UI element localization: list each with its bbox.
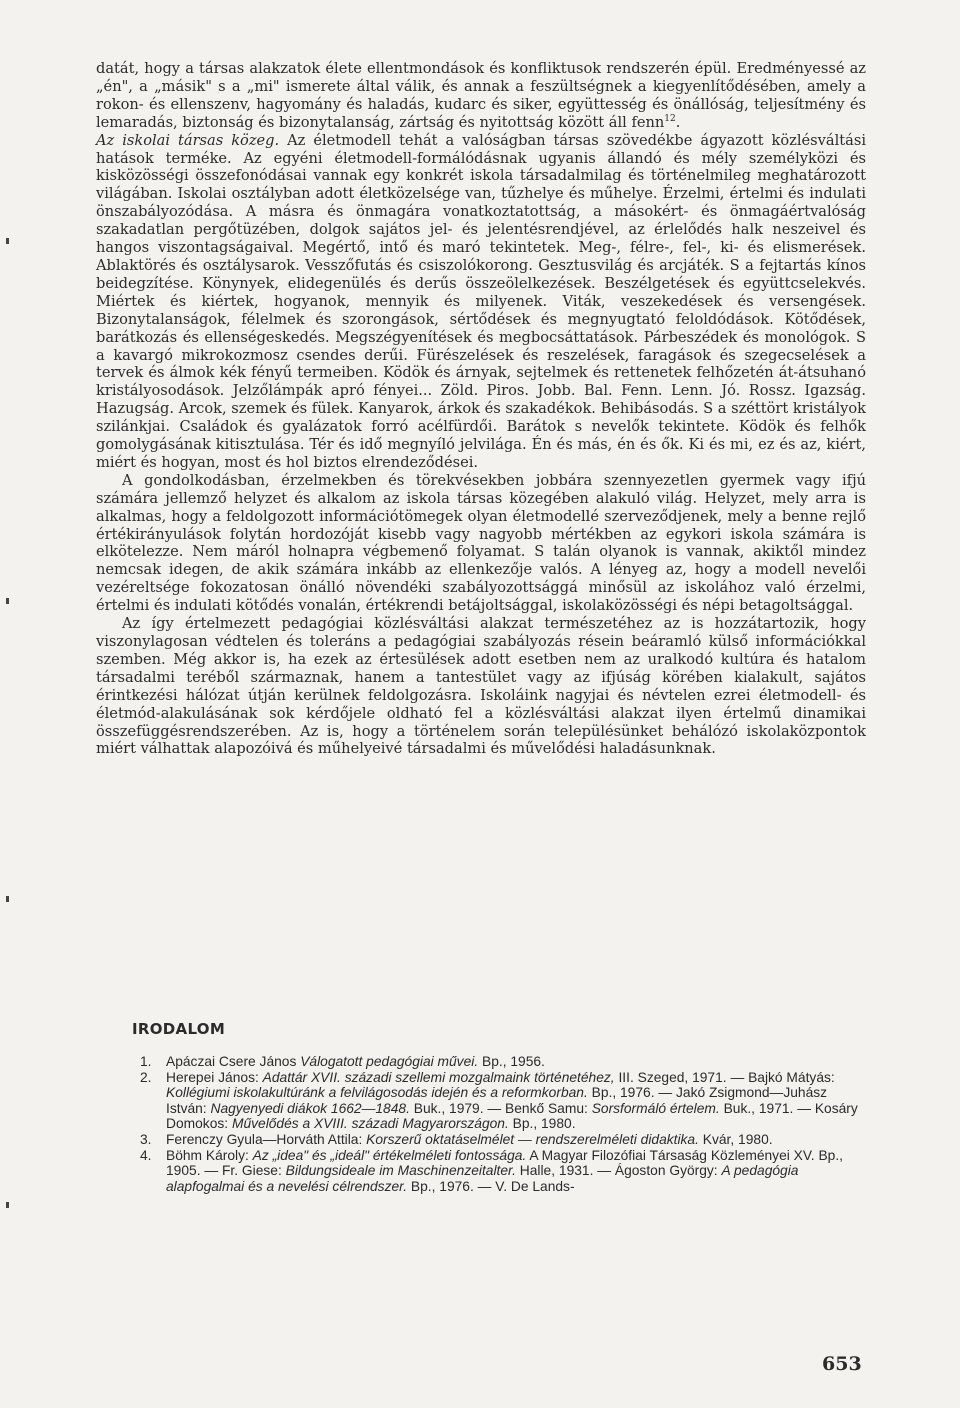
reference-text: Bp., 1976. — V. De Lands-	[407, 1178, 575, 1194]
margin-mark	[6, 896, 9, 902]
reference-text: Buk., 1979. — Benkő Samu:	[409, 1100, 592, 1116]
reference-text: Apáczai Csere János	[166, 1054, 301, 1069]
margin-mark	[6, 598, 9, 604]
reference-title: Válogatott pedagógiai művei.	[300, 1054, 479, 1069]
reference-number: 3.	[140, 1131, 152, 1147]
references-heading: IRODALOM	[132, 1020, 226, 1038]
reference-text: A Magyar Filozófiai Társaság Közleményei XV. Bp., 1905. — Fr. Giese:	[166, 1147, 843, 1179]
reference-title: Bildungsideale im Maschinenzeitalter.	[285, 1163, 516, 1179]
reference-text: Bp., 1980.	[508, 1116, 576, 1132]
reference-title: Az „idea" és „ideál" értékelméleti fontossága.	[252, 1147, 527, 1163]
reference-title: Sorsformáló értelem.	[591, 1100, 720, 1116]
reference-item	[140, 1070, 866, 1132]
reference-title: Korszerű oktatáselmélet — rendszerelméleti didaktika.	[366, 1131, 699, 1147]
reference-title: Művelődés a XVIII. századi Magyarországon.	[231, 1116, 509, 1132]
main-text	[96, 60, 866, 758]
paragraph-2	[96, 132, 866, 472]
reference-title: Adattár XVII. századi szellemi mozgalmaink történetéhez,	[262, 1069, 615, 1085]
page-number: 653	[822, 1353, 862, 1375]
reference-text: Böhm Károly:	[166, 1147, 253, 1163]
reference-text: Buk., 1971. — Kosáry Domokos:	[166, 1100, 858, 1132]
reference-text: III. Szeged, 1971. — Bajkó Mátyás:	[614, 1069, 835, 1085]
reference-text: Halle, 1931. — Ágoston György:	[515, 1163, 722, 1179]
reference-text: Bp., 1956.	[478, 1054, 545, 1069]
reference-text: Kvár, 1980.	[698, 1131, 773, 1147]
paragraph-text: Az életmodell tehát a valóságban társas szövedékbe ágyazott közlésváltási hatások terméke. Az egyéni életmodell-formálódásnak ugyanis állandó és mély személyközi és kisközösségi összefonódásai vannak egy konkrét iskola társadalmilag és történelmileg meghatározott világában. Iskolai osztályban adott életközelsége van, tűzhelye és műhelye. Érzelmi, értelmi és indulati önszabályozódása. A másra és önmagára vonatkoztatottság, a másokért- és önmagáértvalóság szakadatlan pergőtüzében, dolgok sajátos jel- és jelentésrendjével, az érlelődés halk neszeivel és hangos viszontagságaival. Megértő, intő és maró tekintetek. Meg-, félre-, fel-, ki- és elismerések. Ablaktörés és osztálysarok. Vesszőfutás és csiszolókorong. Gesztusvilág és arcjáték. S a fejtartás kínos beidegzítése. Könynyek, elidegenülés és derűs összeölelkezések. Beszélgetések és együttcselekvés. Miértek és kiértek, hogyanok, mennyik és milyenek. Viták, veszekedések és versengések. Bizonytalanságok, félelmek és szorongások, sértődések és megnyugtató feloldódások. Kötődések, barátkozás és ellenségeskedés. Megszégyenítések és megbocsáttatások. Párbeszédek és monológok. S a kavargó mikrokozmosz csendes derűi. Fürészelések és reszelések, faragások és szegecselések a tervek és álmok kék fényű termeiben. Ködök és árnyak, sejtelmek és rettenetek felhőzetén át-átsuhanó kristályosodások. Jelzőlámpák apró fényei... Zöld. Piros. Jobb. Bal. Fenn. Lenn. Jó. Rossz. Igazság. Hazugság. Arcok, szemek és fülek. Kanyarok, árkok és szakadékok. Behibásodás. S a széttört kristályok szilánkjai. Családok és gyalázatok forró acélfürdői. Barátok s nevelők tekintete. Ködök és felhők gomolygásának kitisztulása. Tér és idő megnyíló jelvilága. Én és más, én és ők. Ki és mi, ez és az, kiért, miért és hogyan, most és hol biztos elrendeződései.	[96, 131, 867, 471]
reference-text: Herepei János:	[166, 1069, 263, 1085]
reference-number: 4.	[140, 1147, 152, 1163]
references-list	[140, 1054, 866, 1194]
section-lead-in: Az iskolai társas közeg.	[96, 131, 280, 149]
paragraph-1	[96, 60, 866, 132]
reference-title: Nagyenyedi diákok 1662—1848.	[210, 1100, 410, 1116]
reference-text: Bp., 1976. — Jakó Zsigmond—Juhász István:	[166, 1085, 828, 1116]
reference-number: 1.	[140, 1054, 152, 1069]
margin-mark	[6, 238, 9, 244]
reference-title: A pedagógia alapfogalmai és a nevelési célrendszer.	[166, 1163, 799, 1194]
paragraph-3: A gondolkodásban, érzelmekben és törekvésekben jobbára szennyezetlen gyermek vagy ifjú számára jellemző helyzet és alkalom az iskola társas közegében alakuló világ. Helyzet, mely arra is alkalmas, hogy a feldolgozott információtömegek olyan életmodellé szerveződjenek, mely a benne rejlő értékirányulások folytán hordozóját kisebb vagy nagyobb mértékben az egykori iskola számára is elkötelezze. Nem máról holnapra végbemenő folyamat. S talán olyanok is vannak, akiktől mindez nemcsak idegen, de akik számára inkább az ellenkezője valós. A lényeg az, hogy a modell nevelői vezéreltsége fokozatosan önálló növendéki szabályozottsággá minősül az iskolához való érzelmi, értelmi és indulati kötődés vonalán, értékrendi betájoltsággal, iskolaközösségi és népi betagoltsággal.	[96, 471, 866, 615]
paragraph-text: .	[675, 113, 681, 131]
margin-mark	[6, 1202, 9, 1208]
reference-item	[140, 1132, 866, 1148]
reference-text: Ferenczy Gyula—Horváth Attila:	[166, 1131, 367, 1147]
paragraph-text: datát, hogy a társas alakzatok élete ellentmondások és konfliktusok rendszerén épül. Eredményessé az „én", a „másik" s a „mi" ismerete által válik, és annak a feszültségnek a kiegyenlítődésében, amely a rokon- és ellenszenv, hagyomány és haladás, kudarc és siker, együttesség és önállóság, teljesítmény és lemaradás, biztonság és bizonytalanság, zártság és nyitottság között áll fenn	[96, 60, 866, 131]
reference-title: Kollégiumi iskolakultúránk a felvilágosodás idején és a reformkorban.	[166, 1085, 588, 1101]
reference-item	[140, 1054, 866, 1070]
reference-number: 2.	[140, 1069, 152, 1085]
paragraph-4: Az így értelmezett pedagógiai közlésváltási alakzat természetéhez az is hozzátartozik, hogy viszonylagosan védtelen és toleráns a pedagógiai szabályozás résein beáramló külső információkkal szemben. Még akkor is, ha ezek az értesülések adott esetben nem az uralkodó kultúra és hatalom társadalmi teréből származnak, hanem a tantestület vagy az ifjúság körében kialakult, sajátos érintkezési hálózat útján kerülnek feldolgozásra. Iskoláink nagyjai és névtelen ezrei életmodell- és életmód-alakulásának sok kérdőjele oldható fel a közlésváltási alakzat ilyen értelmű dinamikai összefüggésrendszerében. Az is, hogy a történelem során településünket behálózó iskolaközpontok miért válhattak alapozóivá és műhelyeivé társadalmi és művelődési haladásunknak.	[96, 615, 866, 758]
reference-item	[140, 1148, 866, 1195]
footnote-marker: 12	[664, 113, 676, 124]
